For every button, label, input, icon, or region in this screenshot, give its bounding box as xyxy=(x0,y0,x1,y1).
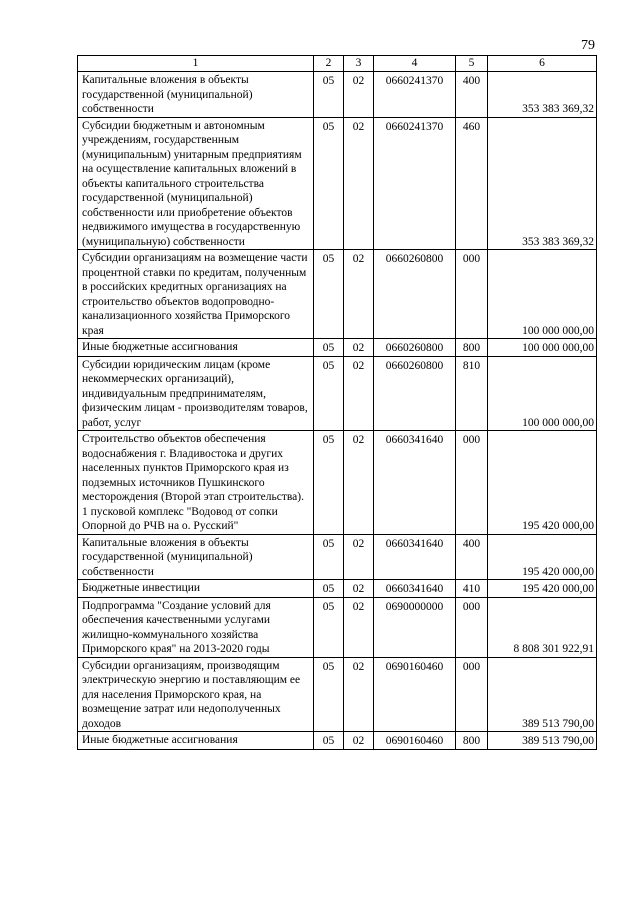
row-description: Иные бюджетные ассигнования xyxy=(78,339,314,357)
row-expense-type: 810 xyxy=(456,356,488,431)
row-amount: 100 000 000,00 xyxy=(488,356,597,431)
row-description: Подпрограмма "Создание условий для обеспечения качественными услугами жилищно-коммунального хозяйства Приморского края" на 2013-2020 годы xyxy=(78,597,314,657)
row-section: 05 xyxy=(314,597,344,657)
header-col-5: 5 xyxy=(456,56,488,72)
header-col-2: 2 xyxy=(314,56,344,72)
row-section: 05 xyxy=(314,657,344,732)
row-amount: 8 808 301 922,91 xyxy=(488,597,597,657)
row-target-code: 0660241370 xyxy=(374,72,456,118)
row-target-code: 0660341640 xyxy=(374,431,456,535)
row-section: 05 xyxy=(314,356,344,431)
row-amount: 100 000 000,00 xyxy=(488,250,597,339)
row-section: 05 xyxy=(314,339,344,357)
table-row xyxy=(78,72,597,118)
row-section: 05 xyxy=(314,117,344,250)
row-amount: 195 420 000,00 xyxy=(488,431,597,535)
row-subsection: 02 xyxy=(344,534,374,580)
row-description: Бюджетные инвестиции xyxy=(78,580,314,598)
row-description: Иные бюджетные ассигнования xyxy=(78,732,314,750)
row-subsection: 02 xyxy=(344,72,374,118)
row-expense-type: 000 xyxy=(456,431,488,535)
row-subsection: 02 xyxy=(344,250,374,339)
row-target-code: 0690160460 xyxy=(374,732,456,750)
row-section: 05 xyxy=(314,534,344,580)
row-description: Капитальные вложения в объекты государственной (муниципальной) собственности xyxy=(78,534,314,580)
row-subsection: 02 xyxy=(344,657,374,732)
row-target-code: 0660260800 xyxy=(374,356,456,431)
row-subsection: 02 xyxy=(344,356,374,431)
row-description: Субсидии организациям, производящим электрическую энергию и поставляющим ее для населения Приморского края, на возмещение затрат или недополученных доходов xyxy=(78,657,314,732)
table-row xyxy=(78,534,597,580)
row-amount: 389 513 790,00 xyxy=(488,732,597,750)
row-subsection: 02 xyxy=(344,117,374,250)
row-description: Строительство объектов обеспечения водоснабжения г. Владивостока и других населенных пунктов Приморского края из подземных источников Пушкинского месторождения (Второй этап строительства). 1 пусковой комплекс "Водовод от сопки Опорной до РЧВ на о. Русский" xyxy=(78,431,314,535)
row-subsection: 02 xyxy=(344,431,374,535)
row-expense-type: 000 xyxy=(456,657,488,732)
table-row xyxy=(78,339,597,357)
table-header-row xyxy=(78,56,597,72)
table-row xyxy=(78,732,597,750)
row-target-code: 0660341640 xyxy=(374,534,456,580)
row-subsection: 02 xyxy=(344,597,374,657)
header-col-6: 6 xyxy=(488,56,597,72)
row-section: 05 xyxy=(314,732,344,750)
row-description: Капитальные вложения в объекты государственной (муниципальной) собственности xyxy=(78,72,314,118)
row-amount: 353 383 369,32 xyxy=(488,72,597,118)
table-row xyxy=(78,431,597,535)
table-row xyxy=(78,356,597,431)
table-row xyxy=(78,657,597,732)
row-expense-type: 410 xyxy=(456,580,488,598)
row-amount: 195 420 000,00 xyxy=(488,534,597,580)
table-row xyxy=(78,117,597,250)
row-target-code: 0660260800 xyxy=(374,250,456,339)
row-amount: 195 420 000,00 xyxy=(488,580,597,598)
row-expense-type: 800 xyxy=(456,339,488,357)
row-subsection: 02 xyxy=(344,339,374,357)
header-col-3: 3 xyxy=(344,56,374,72)
row-expense-type: 400 xyxy=(456,534,488,580)
header-col-4: 4 xyxy=(374,56,456,72)
row-description: Субсидии юридическим лицам (кроме некоммерческих организаций), индивидуальным предпринимателям, физическим лицам - производителям товаров, работ, услуг xyxy=(78,356,314,431)
row-expense-type: 000 xyxy=(456,597,488,657)
row-subsection: 02 xyxy=(344,580,374,598)
row-target-code: 0690160460 xyxy=(374,657,456,732)
row-target-code: 0660241370 xyxy=(374,117,456,250)
row-expense-type: 400 xyxy=(456,72,488,118)
row-description: Субсидии организациям на возмещение части процентной ставки по кредитам, полученным в российских кредитных организациях на строительство объектов водопроводно-канализационного хозяйства Приморского края xyxy=(78,250,314,339)
row-section: 05 xyxy=(314,250,344,339)
row-section: 05 xyxy=(314,431,344,535)
row-target-code: 0660260800 xyxy=(374,339,456,357)
table-row xyxy=(78,580,597,598)
table-row xyxy=(78,597,597,657)
row-expense-type: 460 xyxy=(456,117,488,250)
row-amount: 100 000 000,00 xyxy=(488,339,597,357)
table-row xyxy=(78,250,597,339)
row-amount: 389 513 790,00 xyxy=(488,657,597,732)
row-section: 05 xyxy=(314,580,344,598)
row-section: 05 xyxy=(314,72,344,118)
row-amount: 353 383 369,32 xyxy=(488,117,597,250)
row-expense-type: 000 xyxy=(456,250,488,339)
page-number: 79 xyxy=(581,38,595,53)
row-subsection: 02 xyxy=(344,732,374,750)
header-col-1: 1 xyxy=(78,56,314,72)
budget-table xyxy=(77,55,597,750)
row-description: Субсидии бюджетным и автономным учреждениям, государственным (муниципальным) унитарным предприятиям на осуществление капитальных вложений в объекты капитального строительства государственной (муниципальной) собственности или приобретение объектов недвижимого имущества в государственную (муниципальную) собственности xyxy=(78,117,314,250)
row-expense-type: 800 xyxy=(456,732,488,750)
row-target-code: 0660341640 xyxy=(374,580,456,598)
row-target-code: 0690000000 xyxy=(374,597,456,657)
